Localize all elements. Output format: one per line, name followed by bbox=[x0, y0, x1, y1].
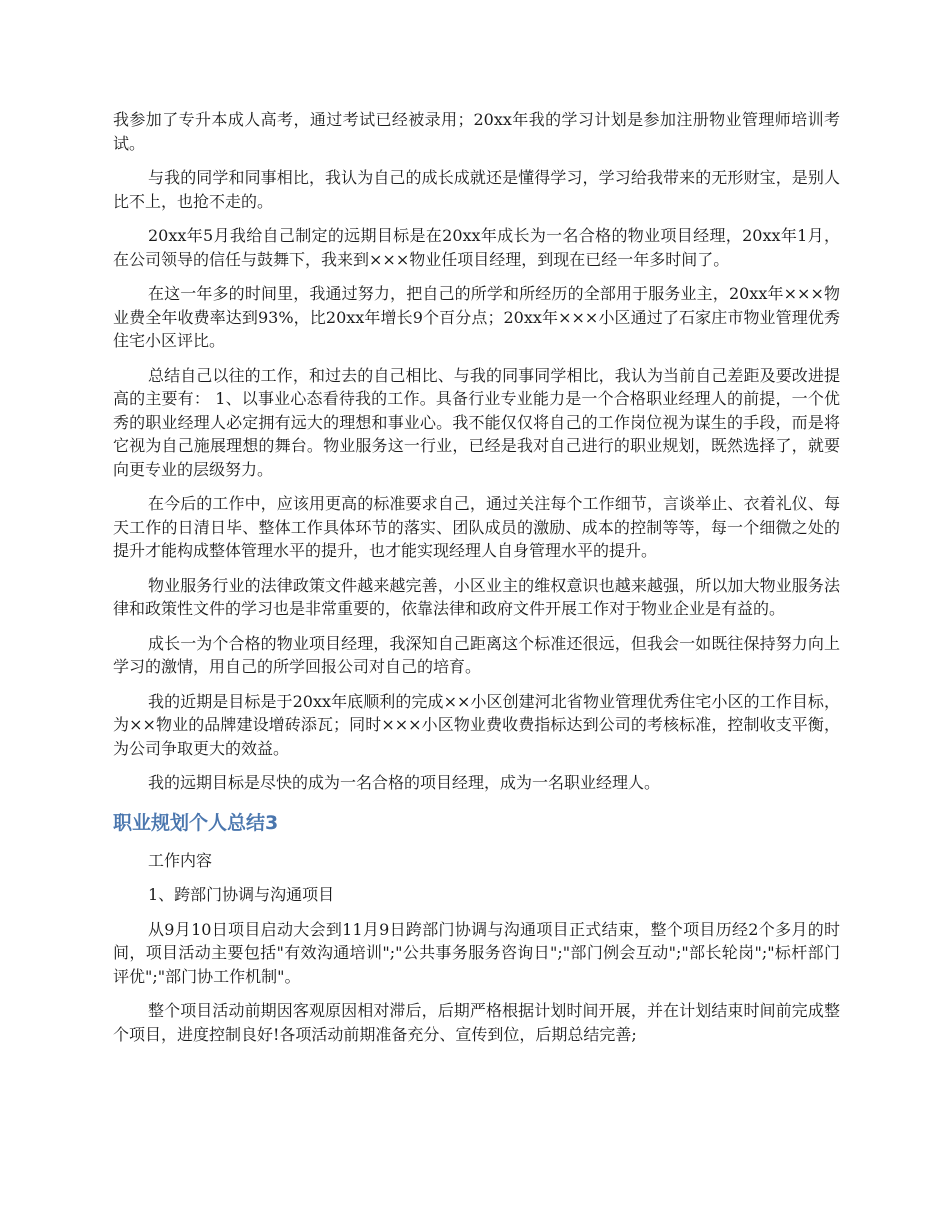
paragraph: 工作内容 bbox=[148, 850, 213, 870]
paragraph: 整个项目活动前期因客观原因相对滞后，后期严格根据计划时间开展，并在计划结束时间前完成整个项目，进度控制良好!各项活动前期准备充分、宣传到位，后期总结完善; bbox=[113, 1001, 840, 1044]
paragraph: 与我的同学和同事相比，我认为自己的成长成就还是懂得学习，学习给我带来的无形财宝，是别人比不上，也抢不走的。 bbox=[113, 168, 840, 211]
paragraph: 物业服务行业的法律政策文件越来越完善，小区业主的维权意识也越来越强，所以加大物业服务法律和政策性文件的学习也是非常重要的，依靠法律和政府文件开展工作对于物业企业是有益的。 bbox=[113, 575, 840, 618]
paragraph: 在这一年多的时间里，我通过努力，把自己的所学和所经历的全部用于服务业主，20xx年×××物业费全年收费率达到93%，比20xx年增长9个百分点；20xx年×××小区通过了石家庄市物业管理优秀住宅小区评比。 bbox=[113, 284, 840, 350]
paragraph: 我的近期是目标是于20xx年底顺利的完成××小区创建河北省物业管理优秀住宅小区的工作目标，为××物业的品牌建设增砖添瓦；同时×××小区物业费收费指标达到公司的考核标准，控制收支平衡，为公司争取更大的效益。 bbox=[113, 691, 840, 758]
paragraph: 我的远期目标是尽快的成为一名合格的项目经理，成为一名职业经理人。 bbox=[148, 773, 661, 792]
paragraph: 成长一为个合格的物业项目经理，我深知自己距离这个标准还很远，但我会一如既往保持努力向上学习的激情，用自己的所学回报公司对自己的培育。 bbox=[113, 633, 840, 676]
document-page bbox=[113, 108, 840, 1057]
paragraph: 20xx年5月我给自己制定的远期目标是在20xx年成长为一名合格的物业项目经理，20xx年1月，在公司领导的信任与鼓舞下，我来到×××物业任项目经理，到现在已经一年多时间了。 bbox=[113, 226, 840, 269]
paragraph: 1、跨部门协调与沟通项目 bbox=[148, 885, 335, 904]
paragraph: 在今后的工作中，应该用更高的标准要求自己，通过关注每个工作细节，言谈举止、衣着礼仪、每天工作的日清日毕、整体工作具体环节的落实、团队成员的激励、成本的控制等等，每一个细微之处的提升才能构成整体管理水平的提升，也才能实现经理人自身管理水平的提升。 bbox=[113, 494, 840, 560]
paragraph: 总结自己以往的工作，和过去的自己相比、与我的同事同学相比，我认为当前自己差距及要改进提高的主要有： 1、以事业心态看待我的工作。具备行业专业能力是一个合格职业经理人的前提，一个优秀的职业经理人必定拥有远大的理想和事业心。我不能仅仅将自己的工作岗位视为谋生的手段，而是将它视为自己施展理想的舞台。物业服务这一行业，已经是我对自己进行的职业规划，既然选择了，就要向更专业的层级努力。 bbox=[113, 365, 840, 479]
paragraph: 从9月10日项目启动大会到11月9日跨部门协调与沟通项目正式结束，整个项目历经2个多月的时间，项目活动主要包括"有效沟通培训";"公共事务服务咨询日";"部门例会互动";"部长轮岗";"标杆部门评优";"部门协工作机制"。 bbox=[113, 919, 840, 986]
section-heading: 职业规划个人总结3 bbox=[113, 811, 279, 834]
paragraph: 我参加了专升本成人高考，通过考试已经被录用；20xx年我的学习计划是参加注册物业管理师培训考试。 bbox=[113, 110, 840, 153]
